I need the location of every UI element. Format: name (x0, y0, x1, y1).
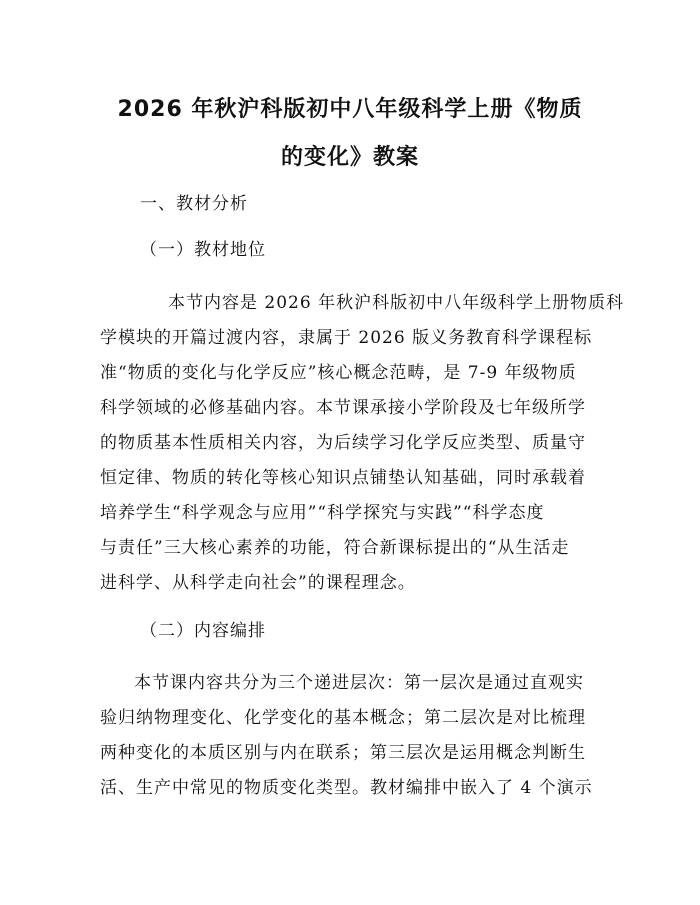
subsection-heading-textbook-status: （一）教材地位 (140, 240, 266, 260)
paragraph-line: 进科学、从科学走向社会”的课程理念。 (100, 573, 416, 593)
title-line: 的变化》教案 (280, 145, 419, 170)
paragraph-content-arrangement (100, 666, 605, 806)
section-heading-textbook-analysis: 一、教材分析 (140, 194, 248, 214)
paragraph-line: 恒定律、物质的转化等核心知识点铺垫认知基础，同时承载着 (100, 468, 586, 488)
paragraph-textbook-status (100, 286, 625, 601)
paragraph-line: 的物质基本性质相关内容，为后续学习化学反应类型、质量守 (100, 433, 586, 453)
paragraph-line: 活、生产中常见的物质变化类型。教材编排中嵌入了 4 个演示 (100, 778, 593, 798)
subsection-heading-content-arrangement: （二）内容编排 (140, 621, 266, 641)
paragraph-line: 本节内容是 2026 年秋沪科版初中八年级科学上册物质科 (168, 293, 625, 313)
paragraph-line: 本节课内容共分为三个递进层次：第一层次是通过直观实 (134, 673, 584, 693)
paragraph-line: 两种变化的本质区别与内在联系；第三层次是运用概念判断生 (100, 743, 586, 763)
document-title (80, 86, 620, 182)
paragraph-line: 科学领域的必修基础内容。本节课承接小学阶段及七年级所学 (100, 398, 586, 418)
paragraph-line: 学模块的开篇过渡内容，隶属于 2026 版义务教育科学课程标 (100, 328, 593, 348)
title-line: 2026 年秋沪科版初中八年级科学上册《物质 (117, 97, 583, 122)
paragraph-line: 准“物质的变化与化学反应”核心概念范畴，是 7-9 年级物质 (100, 363, 577, 383)
paragraph-line: 验归纳物理变化、化学变化的基本概念；第二层次是对比梳理 (100, 708, 586, 728)
paragraph-line: 与责任”三大核心素养的功能，符合新课标提出的“从生活走 (100, 538, 570, 558)
paragraph-line: 培养学生“科学观念与应用”“科学探究与实践”“科学态度 (100, 503, 545, 523)
